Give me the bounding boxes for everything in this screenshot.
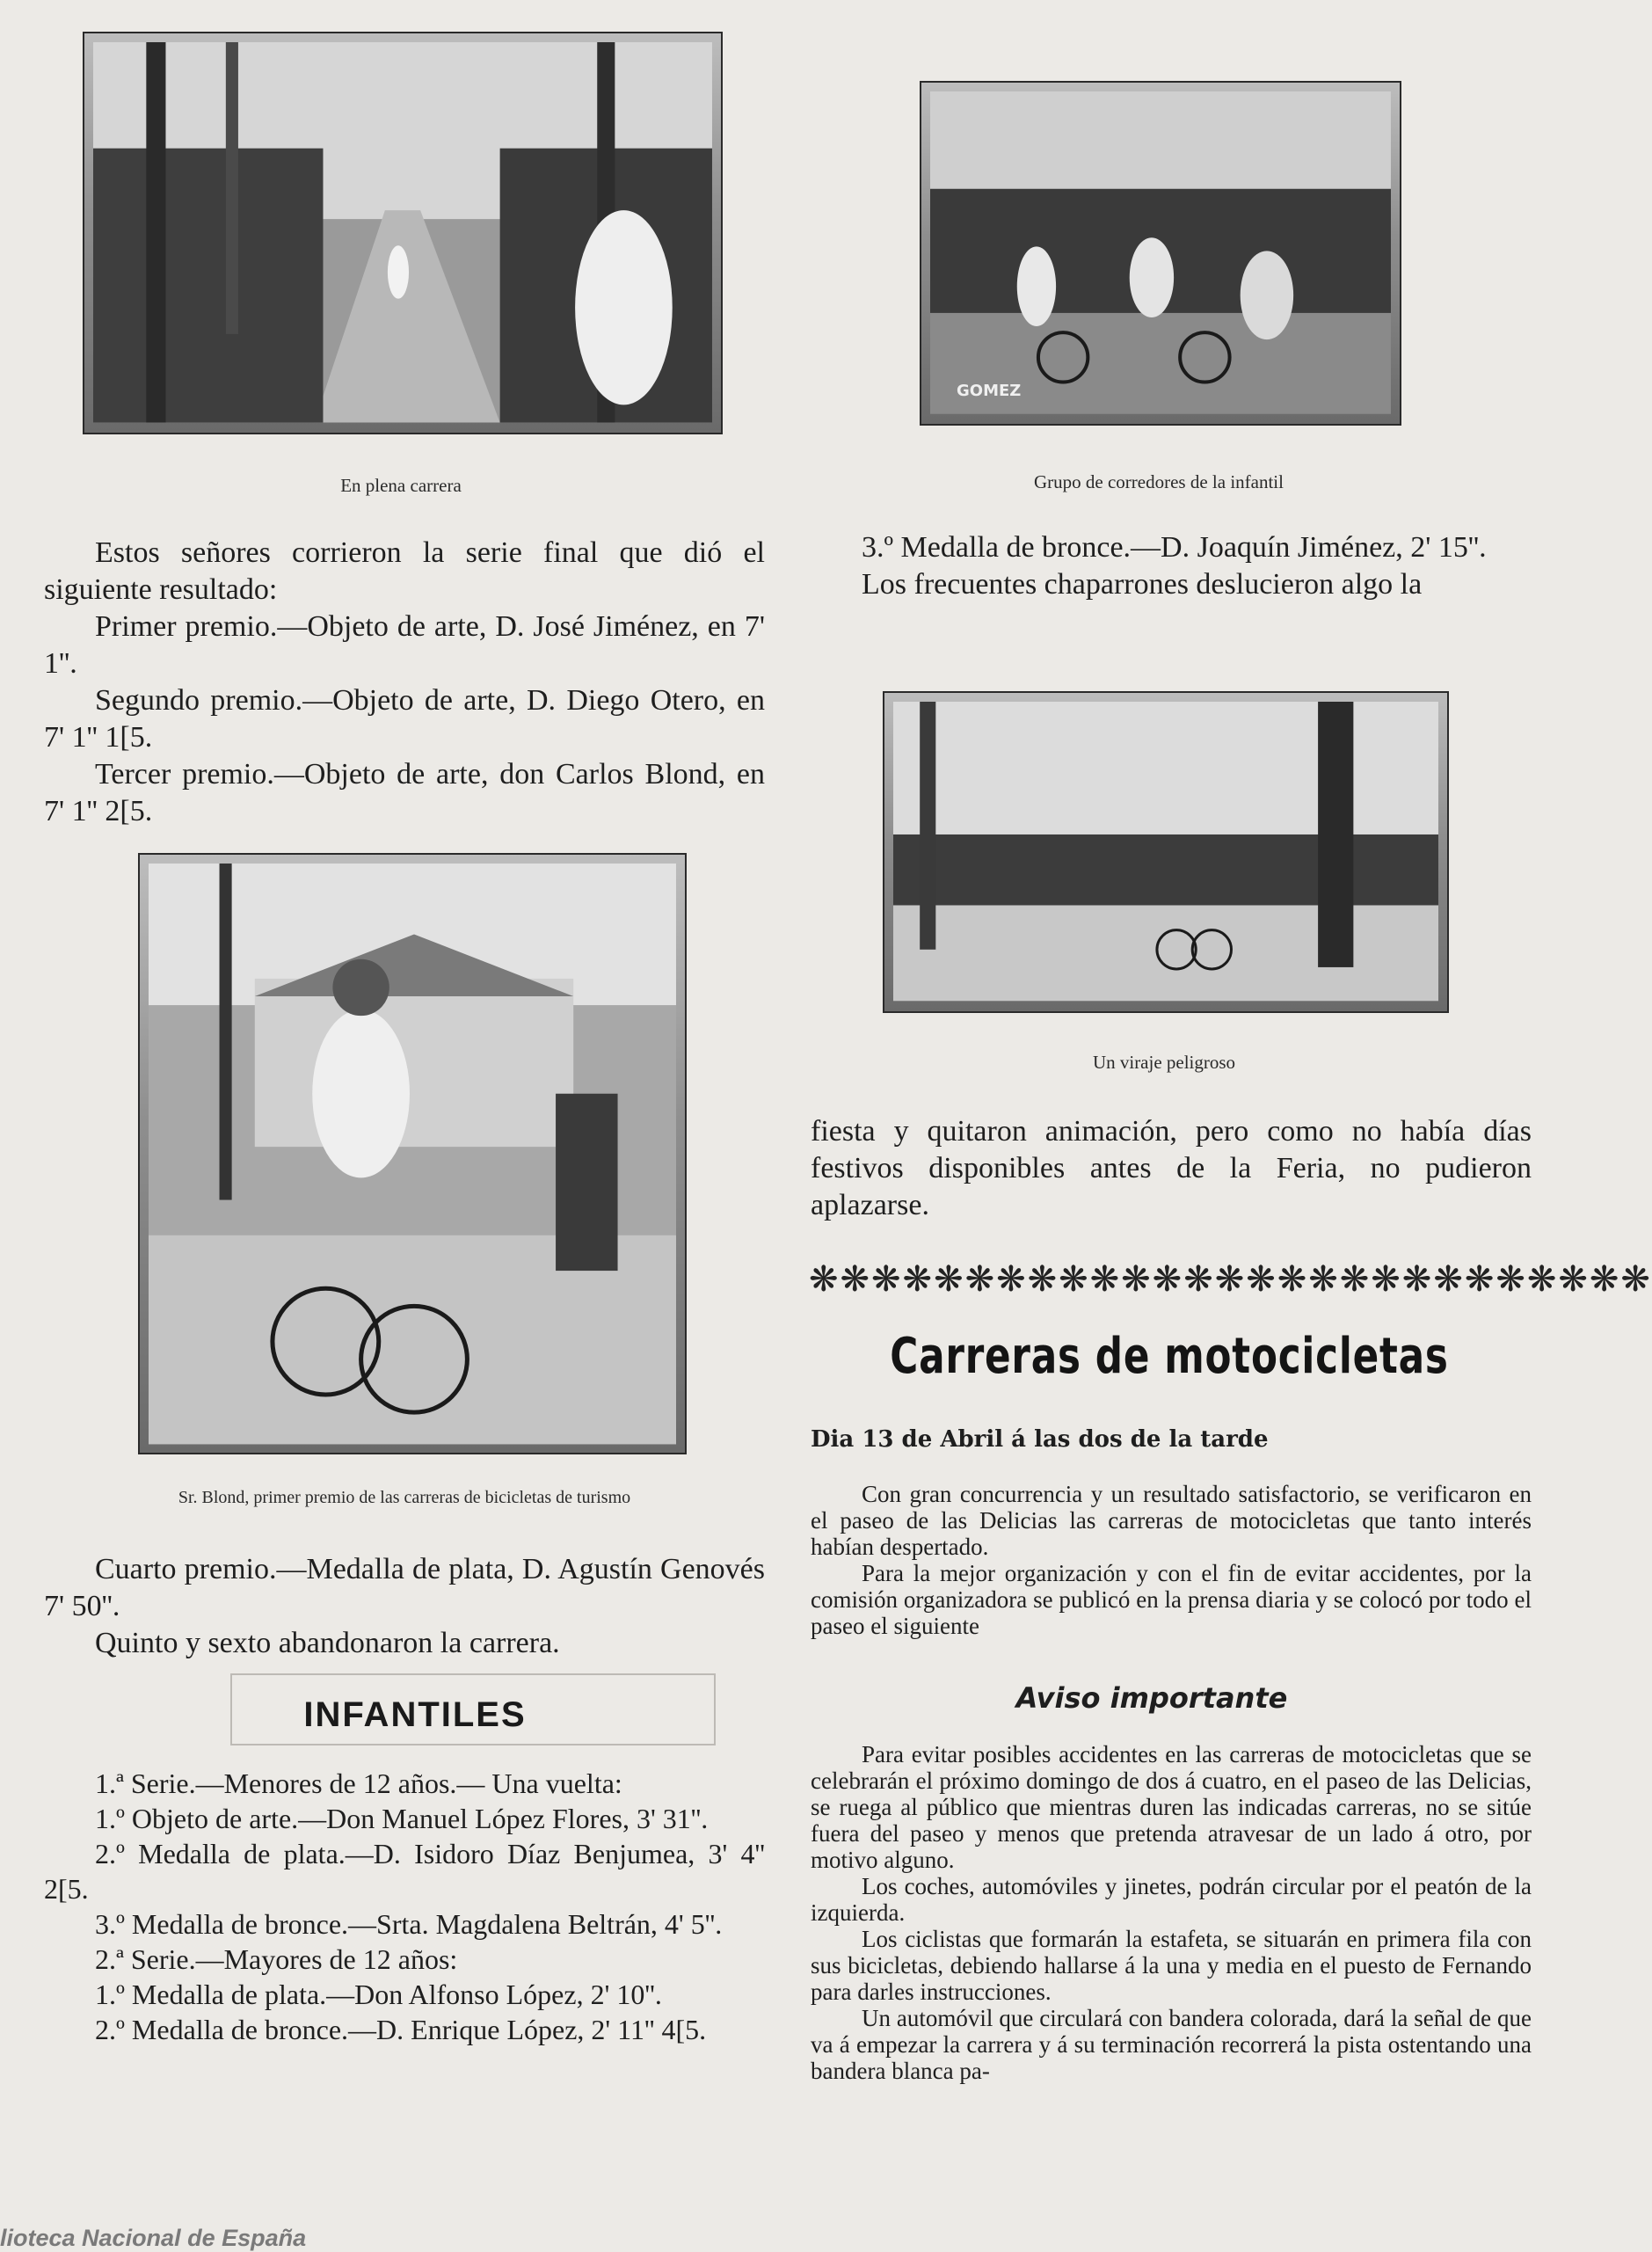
tercer-premio: Tercer premio.—Objeto de arte, don Carlos Blond, en 7' 1'' 2[5. bbox=[44, 758, 765, 827]
serie2-first: 1.º Medalla de plata.—Don Alfonso López, 2' 10''. bbox=[95, 1979, 662, 2010]
serie1-second: 2.º Medalla de plata.—D. Isidoro Díaz Benjumea, 3' 4'' 2[5. bbox=[44, 1838, 765, 1905]
serie1-first: 1.º Objeto de arte.—Don Manuel López Flores, 3' 31''. bbox=[95, 1803, 709, 1834]
moto-paragraph-1: Con gran concurrencia y un resultado satisfactorio, se verificaron en el paseo de las Delicias las carreras de motocicletas que tanto interés habían despertado. bbox=[811, 1481, 1532, 1560]
infantiles-heading: INFANTILES bbox=[303, 1695, 527, 1734]
aviso-paragraph-4: Un automóvil que circulará con bandera colorada, dará la señal de que va á empezar la carrera y á su terminación recorrerá la pista ostentando una bandera blanca pa- bbox=[811, 2005, 1532, 2084]
photo-blond-cyclist bbox=[138, 853, 687, 1454]
serie1: 1.ª Serie.—Menores de 12 años.— Una vuelta: bbox=[95, 1767, 622, 1799]
date-subheading: Dia 13 de Abril á las dos de la tarde bbox=[811, 1426, 1269, 1453]
aviso-paragraph-3: Los ciclistas que formarán la estafeta, se situarán en primera fila con sus bicicletas, debiendo hallarse á la una y media en el puesto de Fernando para darles instrucciones. bbox=[811, 1926, 1532, 2005]
photo-children-racers-image bbox=[930, 91, 1391, 414]
chaparrones-text: Los frecuentes chaparrones deslucieron algo la bbox=[862, 568, 1423, 601]
aviso-paragraph-1: Para evitar posibles accidentes en las carreras de motocicletas que se celebrarán el próximo domingo de dos á cuatro, en el paseo de las Delicias, se ruega al público que mientras duren las indicadas carreras, no se sitúe fuera del paseo y menos que pretenda atravesar de un lado á otro, por motivo alguno. bbox=[811, 1741, 1532, 1873]
photo-children-racers bbox=[920, 81, 1401, 426]
right-column-moto bbox=[811, 1481, 1532, 1639]
photo-blond-cyclist-image bbox=[149, 864, 676, 1444]
photo3-caption: Sr. Blond, primer premio de las carreras de bicicletas de turismo bbox=[178, 1488, 631, 1507]
final-intro: Estos señores corrieron la serie final que dió el siguiente resultado: bbox=[44, 536, 765, 606]
photo-dangerous-curve-image bbox=[893, 702, 1438, 1001]
left-column-infantiles bbox=[44, 1766, 765, 2047]
right-column-aviso bbox=[811, 1741, 1532, 2084]
right-column-top bbox=[811, 529, 1532, 603]
aviso-title: Aviso importante bbox=[1015, 1681, 1288, 1715]
primer-premio: Primer premio.—Objeto de arte, D. José Jiménez, en 7' 1''. bbox=[44, 610, 765, 680]
photo-race-avenue-image bbox=[93, 42, 712, 422]
left-column-top bbox=[44, 535, 765, 830]
fiesta-text: fiesta y quitaron animación, pero como no había días festivos disponibles antes de la Feria, no pudieron aplazarse. bbox=[811, 1115, 1532, 1221]
photo2-signature: GOMEZ bbox=[957, 382, 1022, 400]
aviso-paragraph-2: Los coches, automóviles y jinetes, podrán circular por el peatón de la izquierda. bbox=[811, 1873, 1532, 1926]
segundo-premio: Segundo premio.—Objeto de arte, D. Diego Otero, en 7' 1'' 1[5. bbox=[44, 684, 765, 754]
moto-paragraph-2: Para la mejor organización y con el fin de evitar accidentes, por la comisión organizadora se publicó en la prensa diaria y se colocó por todo el paseo el siguiente bbox=[811, 1560, 1532, 1639]
photo2-caption: Grupo de corredores de la infantil bbox=[1034, 471, 1284, 492]
library-footer: lioteca Nacional de España bbox=[0, 2225, 307, 2251]
quinto-sexto: Quinto y sexto abandonaron la carrera. bbox=[95, 1627, 560, 1659]
serie2: 2.ª Serie.—Mayores de 12 años: bbox=[95, 1943, 458, 1975]
photo4-caption: Un viraje peligroso bbox=[1092, 1052, 1236, 1073]
photo-dangerous-curve bbox=[883, 691, 1449, 1013]
serie1-third: 3.º Medalla de bronce.—Srta. Magdalena Beltrán, 4' 5''. bbox=[95, 1908, 723, 1940]
cuarto-premio: Cuarto premio.—Medalla de plata, D. Agustín Genovés 7' 50''. bbox=[44, 1553, 765, 1622]
serie2-second: 2.º Medalla de bronce.—D. Enrique López, 2' 11'' 4[5. bbox=[95, 2014, 707, 2045]
decorative-ornament-row: ❋❋❋❋❋❋❋❋❋❋❋❋❋❋❋❋❋❋❋❋❋❋❋❋❋❋❋ bbox=[809, 1259, 1652, 1299]
motorcycle-races-title: Carreras de motocicletas bbox=[890, 1328, 1449, 1385]
photo1-caption: En plena carrera bbox=[340, 475, 462, 496]
left-column-mid bbox=[44, 1551, 765, 1662]
photo-race-avenue bbox=[83, 32, 723, 434]
serie2-third: 3.º Medalla de bronce.—D. Joaquín Jiménez, 2' 15''. bbox=[862, 531, 1487, 564]
right-column-fiesta bbox=[811, 1113, 1532, 1224]
